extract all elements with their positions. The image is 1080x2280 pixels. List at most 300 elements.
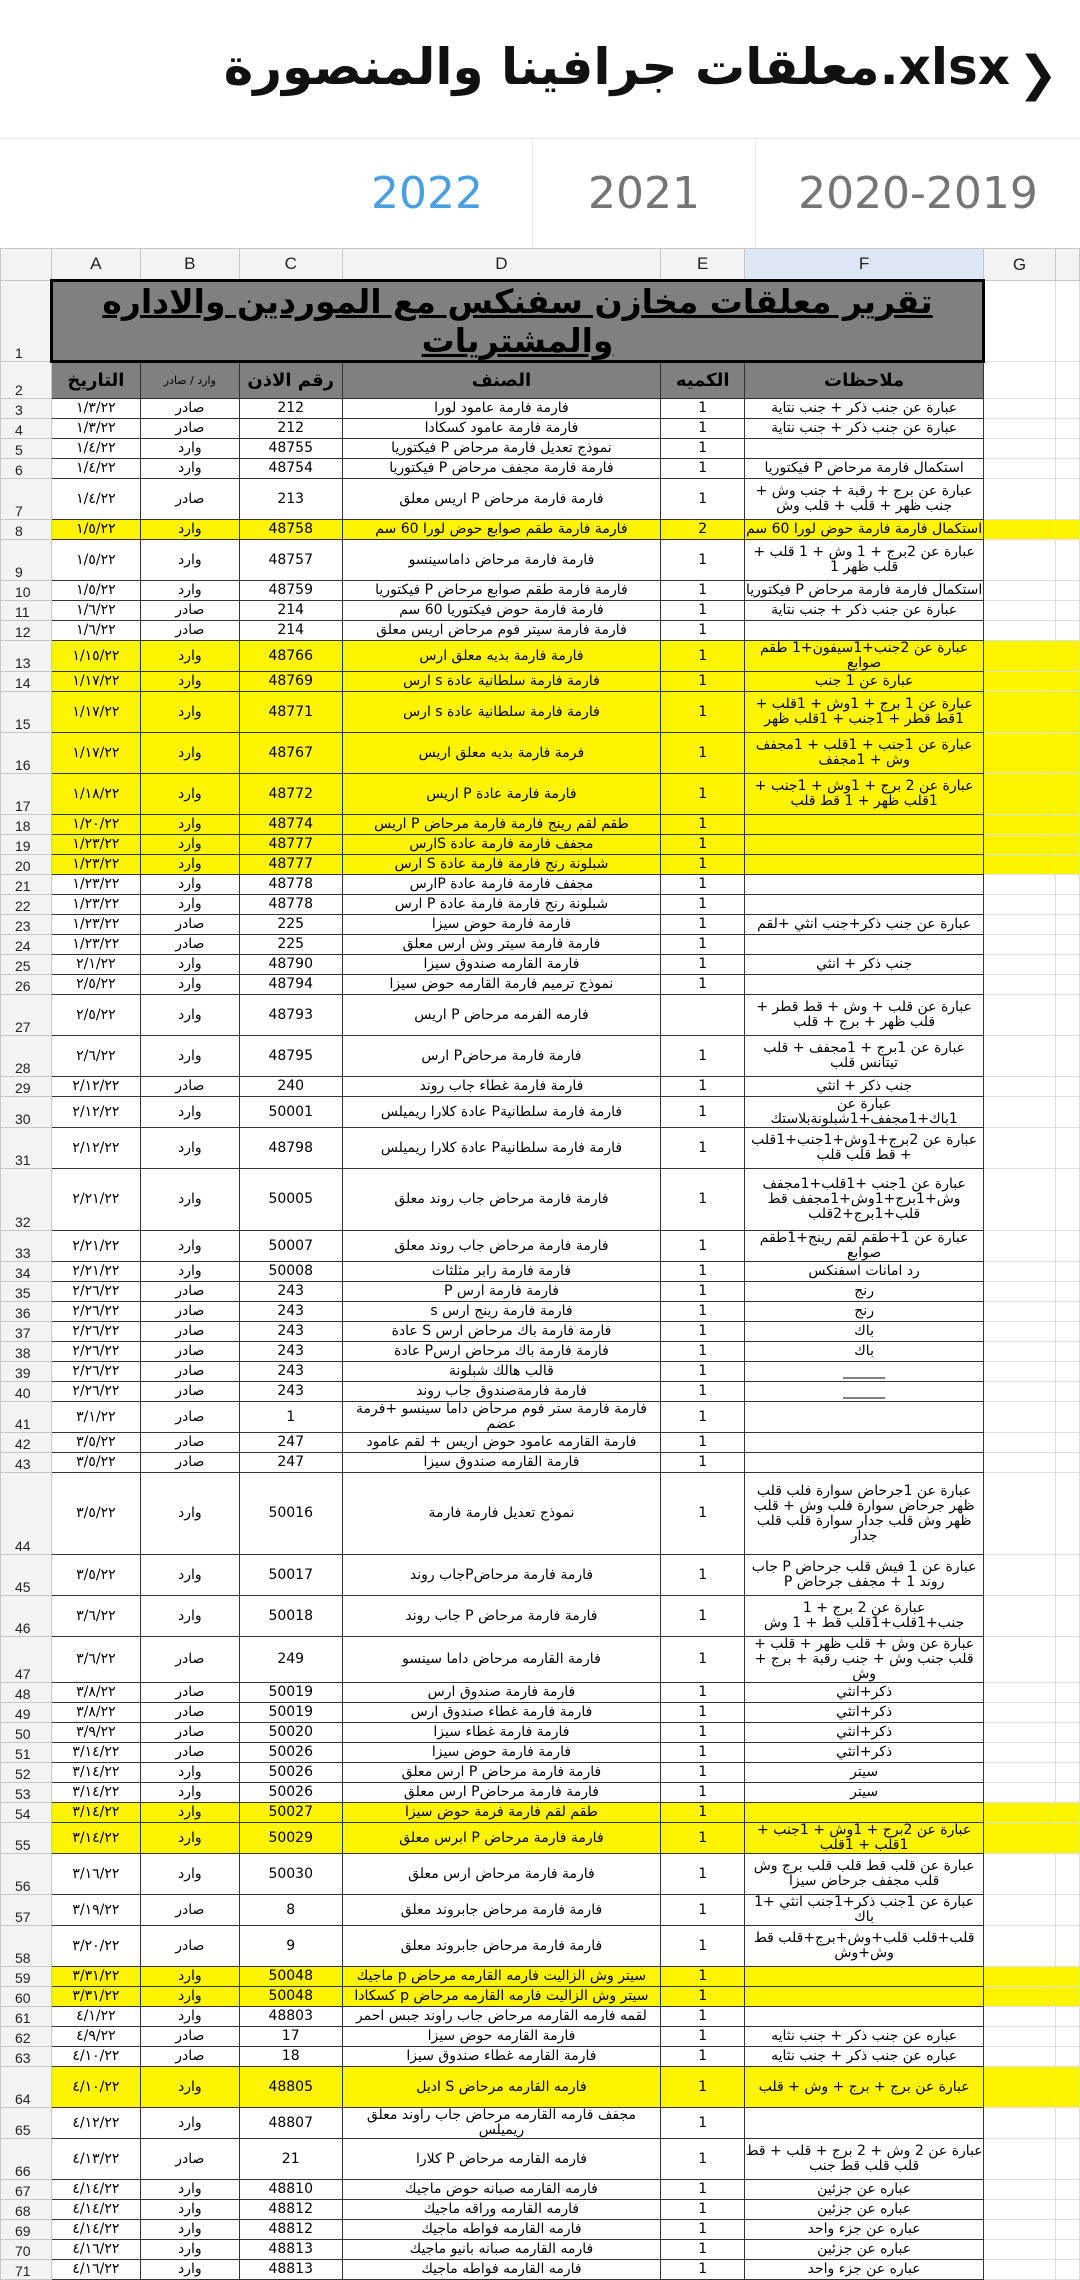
qty-cell[interactable]: 1	[661, 1433, 745, 1453]
column-header-h[interactable]	[1055, 249, 1079, 281]
doc-number-cell[interactable]: 212	[239, 399, 342, 419]
doc-number-cell[interactable]: 48813	[239, 2260, 342, 2280]
empty-cell[interactable]	[1055, 1987, 1079, 2007]
row-number[interactable]: 64	[1, 2067, 52, 2108]
empty-cell[interactable]	[984, 1282, 1056, 1302]
notes-cell[interactable]: ______	[745, 1362, 984, 1382]
qty-cell[interactable]: 1	[661, 439, 745, 459]
notes-cell[interactable]: عباره عن جنب ذكر + جنب نثايه	[745, 2027, 984, 2047]
empty-cell[interactable]	[984, 520, 1056, 540]
doc-number-cell[interactable]: 50016	[239, 1473, 342, 1555]
empty-cell[interactable]	[1055, 621, 1079, 641]
type-cell[interactable]: وارد	[140, 2108, 239, 2139]
qty-cell[interactable]: 1	[661, 975, 745, 995]
empty-cell[interactable]	[1055, 1128, 1079, 1169]
notes-cell[interactable]: ______	[745, 1382, 984, 1402]
notes-cell[interactable]: عبارة عن 1 فيش قلب جرحاض P جاب روند 1 + مجفف جرحاض P	[745, 1555, 984, 1596]
empty-cell[interactable]	[984, 1097, 1056, 1128]
row-number[interactable]: 1	[1, 281, 52, 362]
row-number[interactable]: 56	[1, 1854, 52, 1895]
empty-cell[interactable]	[1055, 1433, 1079, 1453]
qty-cell[interactable]: 1	[661, 2200, 745, 2220]
notes-cell[interactable]: عبارة عن جنب ذكر+جنب انثي +لقم	[745, 915, 984, 935]
type-cell[interactable]: وارد	[140, 439, 239, 459]
type-cell[interactable]: وارد	[140, 1854, 239, 1895]
type-cell[interactable]: وارد	[140, 1097, 239, 1128]
qty-cell[interactable]: 1	[661, 1453, 745, 1473]
qty-cell[interactable]: 1	[661, 419, 745, 439]
type-cell[interactable]: وارد	[140, 1803, 239, 1823]
qty-cell[interactable]: 1	[661, 2139, 745, 2180]
empty-cell[interactable]	[984, 815, 1056, 835]
qty-cell[interactable]	[661, 995, 745, 1036]
doc-number-cell[interactable]: 48769	[239, 672, 342, 692]
doc-number-cell[interactable]: 50026	[239, 1783, 342, 1803]
qty-cell[interactable]: 1	[661, 2007, 745, 2027]
notes-cell[interactable]: عبارة عن 1باك+1مجفف+1شبلونةبلاستك	[745, 1097, 984, 1128]
empty-cell[interactable]	[1055, 692, 1079, 733]
item-cell[interactable]: مجفف فارمة فارمة عادة Pارس	[342, 875, 661, 895]
empty-cell[interactable]	[1055, 995, 1079, 1036]
qty-cell[interactable]: 1	[661, 895, 745, 915]
item-cell[interactable]: فارمة فارمة غطاء سيزا	[342, 1723, 661, 1743]
empty-cell[interactable]	[1055, 1302, 1079, 1322]
doc-number-cell[interactable]: 249	[239, 1637, 342, 1683]
empty-cell[interactable]	[984, 621, 1056, 641]
empty-cell[interactable]	[1055, 855, 1079, 875]
date-cell[interactable]: ١/٤/٢٢	[51, 459, 140, 479]
empty-cell[interactable]	[984, 2047, 1056, 2067]
date-cell[interactable]: ١/٢٣/٢٢	[51, 935, 140, 955]
qty-cell[interactable]: 1	[661, 479, 745, 520]
date-cell[interactable]: ٤/١٢/٢٢	[51, 2108, 140, 2139]
qty-cell[interactable]: 1	[661, 2047, 745, 2067]
qty-cell[interactable]: 1	[661, 1362, 745, 1382]
empty-cell[interactable]	[1055, 774, 1079, 815]
date-cell[interactable]: ١/٣/٢٢	[51, 399, 140, 419]
empty-cell[interactable]	[1055, 1231, 1079, 1262]
date-cell[interactable]: ٣/٨/٢٢	[51, 1703, 140, 1723]
item-cell[interactable]: فارمة فارمة سلطانية عادة s ارس	[342, 672, 661, 692]
date-cell[interactable]: ٤/١/٢٢	[51, 2007, 140, 2027]
type-cell[interactable]: وارد	[140, 975, 239, 995]
row-number[interactable]: 12	[1, 621, 52, 641]
type-cell[interactable]: صادر	[140, 1282, 239, 1302]
row-number[interactable]: 20	[1, 855, 52, 875]
qty-cell[interactable]: 1	[661, 1823, 745, 1854]
date-cell[interactable]: ٢/١٢/٢٢	[51, 1077, 140, 1097]
doc-number-cell[interactable]: 214	[239, 621, 342, 641]
qty-cell[interactable]: 1	[661, 1637, 745, 1683]
doc-number-cell[interactable]: 17	[239, 2027, 342, 2047]
corner-cell[interactable]	[1, 249, 52, 281]
date-cell[interactable]: ١/٢٠/٢٢	[51, 815, 140, 835]
date-cell[interactable]: ١/١٧/٢٢	[51, 692, 140, 733]
type-cell[interactable]: صادر	[140, 621, 239, 641]
item-cell[interactable]: فارمة فارمة مرحاض P جاب روند	[342, 1596, 661, 1637]
row-number[interactable]: 65	[1, 2108, 52, 2139]
item-cell[interactable]: فارمة القارمه مرحاض داما سينسو	[342, 1637, 661, 1683]
notes-cell[interactable]	[745, 1433, 984, 1453]
doc-number-cell[interactable]: 48794	[239, 975, 342, 995]
date-cell[interactable]: ١/٢٣/٢٢	[51, 855, 140, 875]
row-number[interactable]: 13	[1, 641, 52, 672]
notes-cell[interactable]: ذكر+انثي	[745, 1743, 984, 1763]
empty-cell[interactable]	[1055, 1683, 1079, 1703]
doc-number-cell[interactable]: 50026	[239, 1743, 342, 1763]
notes-cell[interactable]: رد امانات اسفنكس	[745, 1262, 984, 1282]
doc-number-cell[interactable]: 48810	[239, 2180, 342, 2200]
row-number[interactable]: 7	[1, 479, 52, 520]
empty-cell[interactable]	[984, 1402, 1056, 1433]
type-cell[interactable]: صادر	[140, 1723, 239, 1743]
type-cell[interactable]: صادر	[140, 1743, 239, 1763]
notes-cell[interactable]: ذكر+انثي	[745, 1723, 984, 1743]
row-number[interactable]: 35	[1, 1282, 52, 1302]
doc-number-cell[interactable]: 21	[239, 2139, 342, 2180]
row-number[interactable]: 23	[1, 915, 52, 935]
empty-cell[interactable]	[984, 641, 1056, 672]
doc-number-cell[interactable]: 50017	[239, 1555, 342, 1596]
item-cell[interactable]: فرمة فارمة بديه معلق اريس	[342, 733, 661, 774]
date-cell[interactable]: ١/١٨/٢٢	[51, 774, 140, 815]
empty-cell[interactable]	[1055, 1169, 1079, 1231]
notes-cell[interactable]	[745, 935, 984, 955]
notes-cell[interactable]	[745, 855, 984, 875]
empty-cell[interactable]	[984, 1596, 1056, 1637]
doc-number-cell[interactable]: 9	[239, 1926, 342, 1967]
date-cell[interactable]: ١/٥/٢٢	[51, 581, 140, 601]
item-cell[interactable]: فارمة فارمة مجفف مرحاض P فيكتوريا	[342, 459, 661, 479]
empty-cell[interactable]	[1055, 1362, 1079, 1382]
notes-cell[interactable]: عبارة عن 1جنب ذكر+1جنب انثي +1 باك	[745, 1895, 984, 1926]
type-cell[interactable]: وارد	[140, 2240, 239, 2260]
type-cell[interactable]: صادر	[140, 1402, 239, 1433]
notes-cell[interactable]	[745, 1967, 984, 1987]
empty-cell[interactable]	[984, 1473, 1056, 1555]
row-number[interactable]: 11	[1, 601, 52, 621]
empty-cell[interactable]	[1055, 1555, 1079, 1596]
row-number[interactable]: 68	[1, 2200, 52, 2220]
item-cell[interactable]: فارمة فارمة حوض فيكتوريا 60 سم	[342, 601, 661, 621]
row-number[interactable]: 63	[1, 2047, 52, 2067]
item-cell[interactable]: طقم لقم فارمة فرمة حوض سيزا	[342, 1803, 661, 1823]
empty-cell[interactable]	[984, 399, 1056, 419]
header-date[interactable]: التاريخ	[51, 362, 140, 399]
item-cell[interactable]: فارمة القارمه حوض سيزا	[342, 2027, 661, 2047]
tab-2022[interactable]: 2022	[371, 167, 483, 219]
item-cell[interactable]: فارمة فارمةصندوق جاب روند	[342, 1382, 661, 1402]
row-number[interactable]: 37	[1, 1322, 52, 1342]
empty-cell[interactable]	[984, 733, 1056, 774]
item-cell[interactable]: فارمة فارمة باك مرحاض ارس S عادة	[342, 1322, 661, 1342]
notes-cell[interactable]: سيتر	[745, 1763, 984, 1783]
row-number[interactable]: 2	[1, 362, 52, 399]
item-cell[interactable]: فارمه القارمه مرحاض S اديل	[342, 2067, 661, 2108]
empty-cell[interactable]	[984, 875, 1056, 895]
doc-number-cell[interactable]: 48777	[239, 835, 342, 855]
empty-cell[interactable]	[1055, 1803, 1079, 1823]
qty-cell[interactable]: 1	[661, 1987, 745, 2007]
date-cell[interactable]: ٢/٢١/٢٢	[51, 1262, 140, 1282]
doc-number-cell[interactable]: 48777	[239, 855, 342, 875]
empty-cell[interactable]	[984, 895, 1056, 915]
item-cell[interactable]: فارمه القارمه فواطه ماجيك	[342, 2220, 661, 2240]
doc-number-cell[interactable]: 50005	[239, 1169, 342, 1231]
empty-cell[interactable]	[984, 2180, 1056, 2200]
notes-cell[interactable]	[745, 439, 984, 459]
notes-cell[interactable]: عبارة عن 1+طقم لقم رينج+1طقم صوابع	[745, 1231, 984, 1262]
empty-cell[interactable]	[1055, 2240, 1079, 2260]
item-cell[interactable]: فارمة القارمه عامود حوض اريس + لقم عامود	[342, 1433, 661, 1453]
qty-cell[interactable]: 1	[661, 601, 745, 621]
qty-cell[interactable]: 1	[661, 1723, 745, 1743]
empty-cell[interactable]	[984, 2139, 1056, 2180]
doc-number-cell[interactable]: 48778	[239, 875, 342, 895]
date-cell[interactable]: ٢/٢١/٢٢	[51, 1169, 140, 1231]
date-cell[interactable]: ٣/٥/٢٢	[51, 1433, 140, 1453]
empty-cell[interactable]	[1055, 2047, 1079, 2067]
type-cell[interactable]: وارد	[140, 1763, 239, 1783]
type-cell[interactable]: وارد	[140, 1231, 239, 1262]
qty-cell[interactable]: 1	[661, 1555, 745, 1596]
date-cell[interactable]: ١/٢٣/٢٢	[51, 915, 140, 935]
column-header-d[interactable]: D	[342, 249, 661, 281]
empty-cell[interactable]	[984, 2240, 1056, 2260]
notes-cell[interactable]: عبارة عن 2برج + 1 وش + 1 قلب + قلب ظهر 1	[745, 540, 984, 581]
empty-cell[interactable]	[1055, 875, 1079, 895]
doc-number-cell[interactable]: 240	[239, 1077, 342, 1097]
type-cell[interactable]: وارد	[140, 2260, 239, 2280]
doc-number-cell[interactable]: 50048	[239, 1987, 342, 2007]
row-number[interactable]: 25	[1, 955, 52, 975]
type-cell[interactable]: صادر	[140, 1703, 239, 1723]
notes-cell[interactable]: عبارة عن 1برج + 1مجفف + قلب تيتانس قلب	[745, 1036, 984, 1077]
item-cell[interactable]: فارمة فارمة سلطانية عادة s ارس	[342, 692, 661, 733]
empty-cell[interactable]	[1055, 2108, 1079, 2139]
qty-cell[interactable]: 1	[661, 692, 745, 733]
item-cell[interactable]: فارمة فارمة غطاء صندوق ارس	[342, 1703, 661, 1723]
qty-cell[interactable]: 1	[661, 1854, 745, 1895]
doc-number-cell[interactable]: 48805	[239, 2067, 342, 2108]
qty-cell[interactable]: 1	[661, 1743, 745, 1763]
date-cell[interactable]: ١/٦/٢٢	[51, 601, 140, 621]
doc-number-cell[interactable]: 247	[239, 1453, 342, 1473]
empty-cell[interactable]	[984, 835, 1056, 855]
type-cell[interactable]: وارد	[140, 692, 239, 733]
row-number[interactable]: 46	[1, 1596, 52, 1637]
empty-cell[interactable]	[984, 855, 1056, 875]
notes-cell[interactable]: قلب+قلب قلب+وش+برج+قلب قط وش+وش	[745, 1926, 984, 1967]
empty-cell[interactable]	[984, 1362, 1056, 1382]
notes-cell[interactable]: عباره عن جزئين	[745, 2240, 984, 2260]
empty-cell[interactable]	[1055, 1097, 1079, 1128]
notes-cell[interactable]	[745, 875, 984, 895]
item-cell[interactable]: فارمة فارمة مرحاض جاب روند معلق	[342, 1231, 661, 1262]
qty-cell[interactable]: 1	[661, 1169, 745, 1231]
notes-cell[interactable]: عبارة عن 1جنب + 1قلب + 1مجفف وش + 1مجفف	[745, 733, 984, 774]
empty-cell[interactable]	[984, 672, 1056, 692]
empty-cell[interactable]	[1055, 1895, 1079, 1926]
date-cell[interactable]: ٣/٦/٢٢	[51, 1637, 140, 1683]
date-cell[interactable]: ٣/٣١/٢٢	[51, 1967, 140, 1987]
doc-number-cell[interactable]: 48803	[239, 2007, 342, 2027]
notes-cell[interactable]: جنب ذكر + انثي	[745, 1077, 984, 1097]
date-cell[interactable]: ٢/٥/٢٢	[51, 975, 140, 995]
empty-cell[interactable]	[984, 1895, 1056, 1926]
item-cell[interactable]: فارمه القارمه مرحاض P كلارا	[342, 2139, 661, 2180]
doc-number-cell[interactable]: 48812	[239, 2200, 342, 2220]
empty-cell[interactable]	[1055, 1036, 1079, 1077]
item-cell[interactable]: فارمة فارمة غطاء جاب روند	[342, 1077, 661, 1097]
empty-cell[interactable]	[984, 1723, 1056, 1743]
date-cell[interactable]: ٣/١٤/٢٢	[51, 1763, 140, 1783]
doc-number-cell[interactable]: 50019	[239, 1703, 342, 1723]
empty-cell[interactable]	[1055, 2200, 1079, 2220]
notes-cell[interactable]: عبارة عن 1جرحاض سوارة فلب قلب ظهر جرحاض سوارة فلب وش + قلب ظهر وش قلب جدار سوارة قلب قلب جدار	[745, 1473, 984, 1555]
spreadsheet-grid[interactable]	[0, 248, 1080, 2279]
doc-number-cell[interactable]: 243	[239, 1282, 342, 1302]
qty-cell[interactable]: 1	[661, 1302, 745, 1322]
item-cell[interactable]: فارمة فارمة مرحاضPجاب روند	[342, 1555, 661, 1596]
row-number[interactable]: 4	[1, 419, 52, 439]
doc-number-cell[interactable]: 48812	[239, 2220, 342, 2240]
doc-number-cell[interactable]: 243	[239, 1382, 342, 1402]
empty-cell[interactable]	[984, 1036, 1056, 1077]
notes-cell[interactable]: عباره عن جزئين	[745, 2180, 984, 2200]
empty-cell[interactable]	[1055, 2067, 1079, 2108]
doc-number-cell[interactable]: 48754	[239, 459, 342, 479]
empty-cell[interactable]	[984, 601, 1056, 621]
empty-cell[interactable]	[1055, 935, 1079, 955]
empty-cell[interactable]	[984, 419, 1056, 439]
row-number[interactable]: 5	[1, 439, 52, 459]
empty-cell[interactable]	[984, 1382, 1056, 1402]
row-number[interactable]: 34	[1, 1262, 52, 1282]
empty-cell[interactable]	[984, 1433, 1056, 1453]
row-number[interactable]: 48	[1, 1683, 52, 1703]
doc-number-cell[interactable]: 48790	[239, 955, 342, 975]
empty-cell[interactable]	[1055, 2007, 1079, 2027]
row-number[interactable]: 62	[1, 2027, 52, 2047]
row-number[interactable]: 41	[1, 1402, 52, 1433]
doc-number-cell[interactable]: 48771	[239, 692, 342, 733]
item-cell[interactable]: فارمة فارمة مرحاض P ارس معلق	[342, 1763, 661, 1783]
empty-cell[interactable]	[1055, 1723, 1079, 1743]
empty-cell[interactable]	[1055, 915, 1079, 935]
notes-cell[interactable]: عبارة عن 2 برج + 1 جنب+1قلب+1قلب قط + 1 وش	[745, 1596, 984, 1637]
empty-cell[interactable]	[1055, 1262, 1079, 1282]
empty-cell[interactable]	[984, 774, 1056, 815]
doc-number-cell[interactable]: 48772	[239, 774, 342, 815]
notes-cell[interactable]: عباره عن جزء واحد	[745, 2220, 984, 2240]
type-cell[interactable]: صادر	[140, 2047, 239, 2067]
item-cell[interactable]: فارمة فارمة مرحاض جابروند معلق	[342, 1895, 661, 1926]
notes-cell[interactable]: رنج	[745, 1282, 984, 1302]
date-cell[interactable]: ٤/١٦/٢٢	[51, 2240, 140, 2260]
row-number[interactable]: 61	[1, 2007, 52, 2027]
item-cell[interactable]: فارمة فارمة طقم صوابع مرحاض P فيكتوريا	[342, 581, 661, 601]
doc-number-cell[interactable]: 1	[239, 1402, 342, 1433]
item-cell[interactable]: شبلونة رنج فارمة فارمة عادة P ارس	[342, 895, 661, 915]
date-cell[interactable]: ١/٢٣/٢٢	[51, 875, 140, 895]
empty-cell[interactable]	[984, 1453, 1056, 1473]
empty-cell[interactable]	[1055, 520, 1079, 540]
date-cell[interactable]: ٣/٦/٢٢	[51, 1596, 140, 1637]
notes-cell[interactable]	[745, 1402, 984, 1433]
empty-cell[interactable]	[984, 1783, 1056, 1803]
date-cell[interactable]: ٤/١٤/٢٢	[51, 2180, 140, 2200]
qty-cell[interactable]: 1	[661, 2240, 745, 2260]
date-cell[interactable]: ١/١٥/٢٢	[51, 641, 140, 672]
empty-cell[interactable]	[984, 1637, 1056, 1683]
date-cell[interactable]: ٢/٢٦/٢٢	[51, 1282, 140, 1302]
empty-cell[interactable]	[984, 1763, 1056, 1783]
type-cell[interactable]: وارد	[140, 2220, 239, 2240]
item-cell[interactable]: فارمة فارمة رابر مثلثات	[342, 1262, 661, 1282]
date-cell[interactable]: ٤/١٤/٢٢	[51, 2220, 140, 2240]
notes-cell[interactable]: عبارة عن برج + رقبة + جنب وش + جنب ظهر + قلب + قلب وش	[745, 479, 984, 520]
doc-number-cell[interactable]: 243	[239, 1342, 342, 1362]
row-number[interactable]: 43	[1, 1453, 52, 1473]
item-cell[interactable]: فارمة فارمة عامود لورا	[342, 399, 661, 419]
qty-cell[interactable]: 1	[661, 1322, 745, 1342]
empty-cell[interactable]	[1055, 641, 1079, 672]
type-cell[interactable]: وارد	[140, 520, 239, 540]
row-number[interactable]: 14	[1, 672, 52, 692]
notes-cell[interactable]: عبارة عن 1 جنب	[745, 672, 984, 692]
notes-cell[interactable]: ذكر+انثي	[745, 1703, 984, 1723]
empty-cell[interactable]	[1055, 1763, 1079, 1783]
item-cell[interactable]: قالب هالك شبلونة	[342, 1362, 661, 1382]
date-cell[interactable]: ١/٥/٢٢	[51, 540, 140, 581]
type-cell[interactable]: وارد	[140, 1473, 239, 1555]
empty-cell[interactable]	[984, 1322, 1056, 1342]
notes-cell[interactable]: عبارة عن 1جنب +1قلب+1مجفف وش+1برج+1وش+1مجفف قط قلب+1برج+2قلب	[745, 1169, 984, 1231]
empty-cell[interactable]	[1055, 581, 1079, 601]
qty-cell[interactable]: 1	[661, 621, 745, 641]
date-cell[interactable]: ٣/٢٠/٢٢	[51, 1926, 140, 1967]
empty-cell[interactable]	[1055, 1823, 1079, 1854]
doc-number-cell[interactable]: 48759	[239, 581, 342, 601]
type-cell[interactable]: وارد	[140, 995, 239, 1036]
notes-cell[interactable]: عباره عن جزء واحد	[745, 2260, 984, 2280]
empty-cell[interactable]	[984, 975, 1056, 995]
row-number[interactable]: 58	[1, 1926, 52, 1967]
empty-cell[interactable]	[1055, 601, 1079, 621]
qty-cell[interactable]: 1	[661, 2108, 745, 2139]
qty-cell[interactable]: 1	[661, 1703, 745, 1723]
doc-number-cell[interactable]: 50026	[239, 1763, 342, 1783]
date-cell[interactable]: ٣/٥/٢٢	[51, 1555, 140, 1596]
doc-number-cell[interactable]: 48758	[239, 520, 342, 540]
type-cell[interactable]: صادر	[140, 915, 239, 935]
type-cell[interactable]: وارد	[140, 459, 239, 479]
empty-cell[interactable]	[1055, 1703, 1079, 1723]
qty-cell[interactable]: 1	[661, 2260, 745, 2280]
notes-cell[interactable]: عبارة عن جنب ذكر + جنب نتاية	[745, 399, 984, 419]
date-cell[interactable]: ١/٥/٢٢	[51, 520, 140, 540]
empty-cell[interactable]	[1055, 540, 1079, 581]
row-number[interactable]: 17	[1, 774, 52, 815]
header-doc[interactable]: رقم الاذن	[239, 362, 342, 399]
empty-cell[interactable]	[1055, 1596, 1079, 1637]
qty-cell[interactable]: 1	[661, 774, 745, 815]
empty-cell[interactable]	[1055, 835, 1079, 855]
row-number[interactable]: 27	[1, 995, 52, 1036]
empty-cell[interactable]	[984, 2200, 1056, 2220]
notes-cell[interactable]: عبارة عن قلب قط قلب قلب برج وش قلب مجفف جرحاض سيزا	[745, 1854, 984, 1895]
